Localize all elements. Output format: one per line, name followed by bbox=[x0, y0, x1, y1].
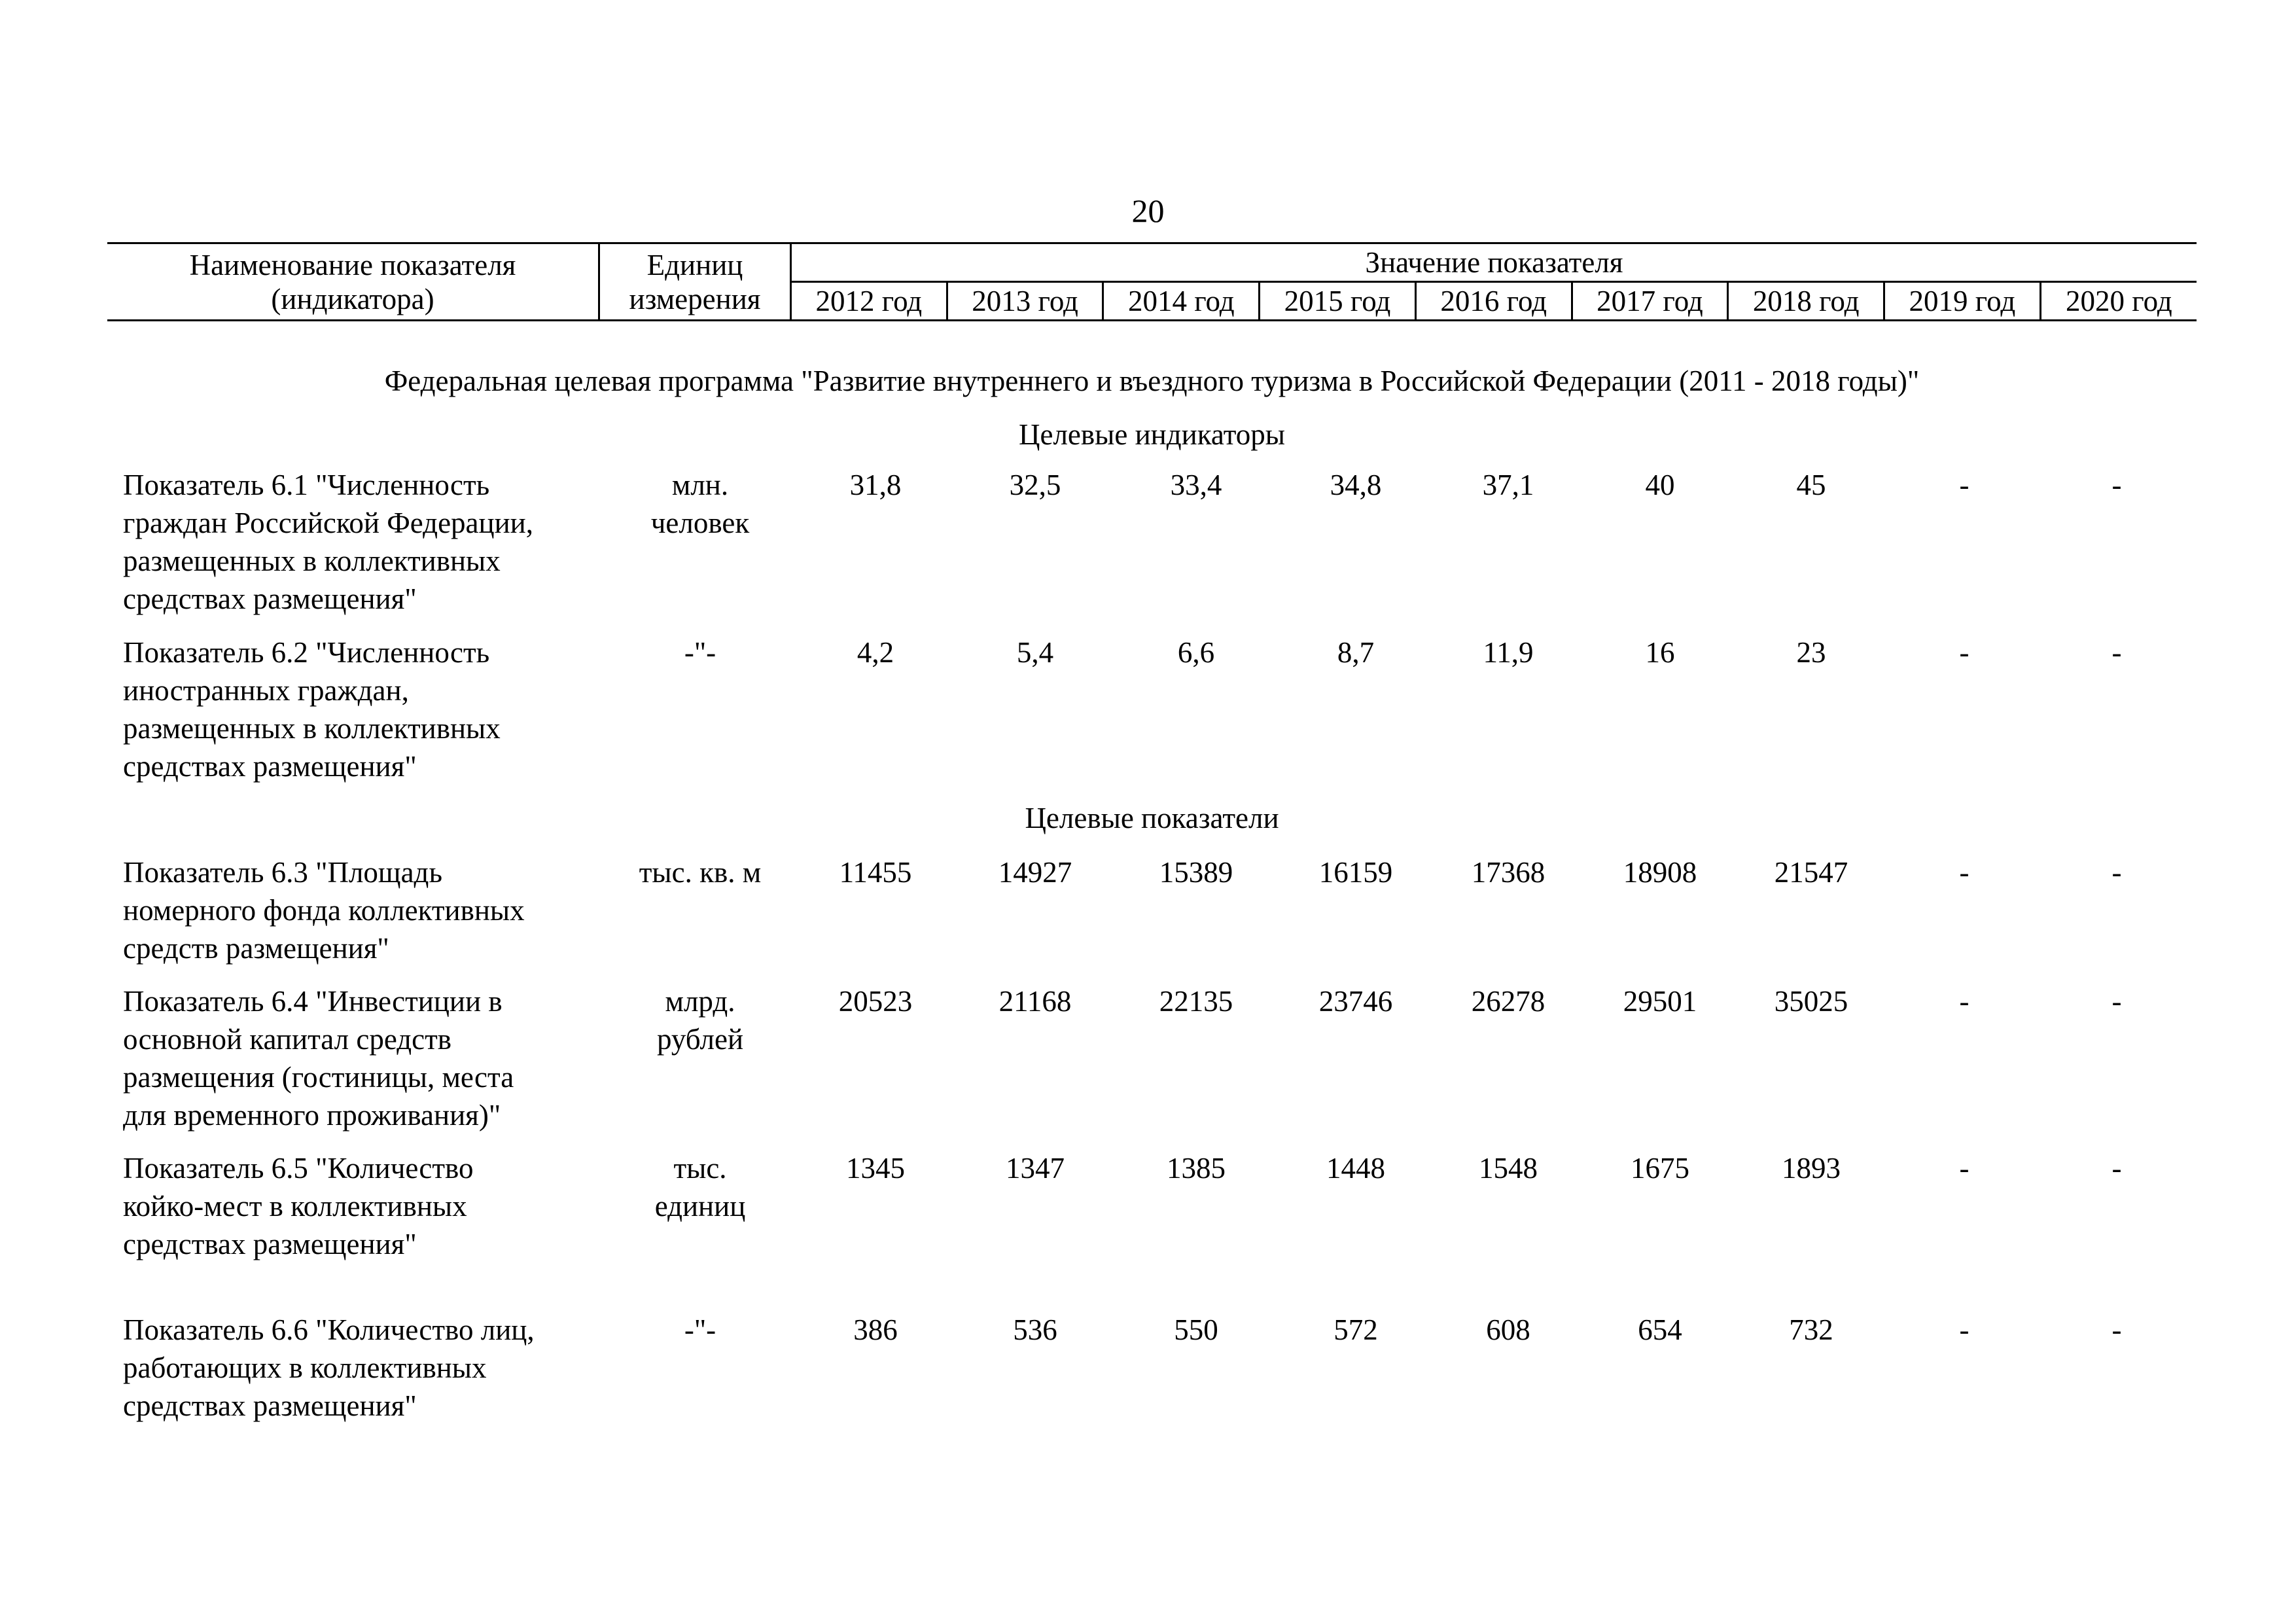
value-cell: 16 bbox=[1645, 636, 1675, 669]
header-value-title: Значение показателя bbox=[791, 244, 2197, 282]
value-cell: 31,8 bbox=[849, 469, 902, 501]
unit-cell bbox=[605, 982, 795, 1058]
value-cell: - bbox=[1959, 1313, 1969, 1346]
indicator-name bbox=[123, 853, 607, 967]
unit-cell bbox=[605, 633, 795, 671]
value-cell: 11,9 bbox=[1483, 636, 1534, 669]
page-number: 20 bbox=[1131, 192, 1165, 229]
value-cell: - bbox=[1959, 856, 1969, 889]
header-year: 2016 год bbox=[1415, 282, 1572, 320]
value-cell: 550 bbox=[1174, 1313, 1218, 1346]
unit-line: тыс. кв. м bbox=[639, 856, 762, 889]
value-cell: 654 bbox=[1638, 1313, 1682, 1346]
value-cell: - bbox=[2111, 636, 2122, 669]
section-title: Целевые показатели bbox=[1025, 802, 1279, 834]
value-cell: - bbox=[2111, 469, 2122, 501]
header-unit-cell bbox=[599, 244, 791, 319]
unit-line: -"- bbox=[684, 636, 716, 669]
header-unit-line2: измерения bbox=[629, 282, 761, 315]
value-cell: 40 bbox=[1645, 469, 1675, 501]
unit-line: человек bbox=[650, 507, 750, 539]
value-cell: 35025 bbox=[1774, 985, 1848, 1018]
value-cell: 1345 bbox=[846, 1152, 905, 1185]
value-cell: 21168 bbox=[998, 985, 1072, 1018]
unit-line: единиц bbox=[654, 1190, 746, 1222]
value-cell: 386 bbox=[853, 1313, 898, 1346]
table-header bbox=[107, 242, 2197, 321]
indicator-name bbox=[123, 1149, 607, 1263]
indicator-name-line: Показатель 6.4 "Инвестиции в bbox=[123, 985, 503, 1018]
indicator-name-line: средств размещения" bbox=[123, 932, 389, 965]
indicator-name-line: Показатель 6.5 "Количество bbox=[123, 1152, 474, 1185]
value-cell: - bbox=[2111, 1152, 2122, 1185]
unit-line: млрд. bbox=[665, 985, 735, 1018]
value-cell: 33,4 bbox=[1170, 469, 1222, 501]
value-cell: 608 bbox=[1486, 1313, 1530, 1346]
program-title: Федеральная целевая программа "Развитие внутреннего и въездного туризма в Российской Федерации (2011 - 2018 годы)" bbox=[384, 365, 1920, 397]
indicator-name-line: средствах размещения" bbox=[123, 1389, 417, 1422]
indicator-name-line: средствах размещения" bbox=[123, 582, 417, 615]
unit-line: -"- bbox=[684, 1313, 716, 1346]
header-year: 2012 год bbox=[815, 285, 923, 317]
value-cell: 1385 bbox=[1167, 1152, 1226, 1185]
value-cell: 20523 bbox=[838, 985, 913, 1018]
value-cell: 37,1 bbox=[1482, 469, 1534, 501]
header-name-line2: (индикатора) bbox=[271, 282, 434, 315]
indicator-name-line: номерного фонда коллективных bbox=[123, 894, 525, 927]
value-cell: 572 bbox=[1333, 1313, 1378, 1346]
header-name-line1: Наименование показателя bbox=[189, 248, 516, 281]
value-cell: 32,5 bbox=[1009, 469, 1061, 501]
header-year: 2014 год bbox=[1103, 282, 1260, 320]
indicator-name bbox=[123, 633, 607, 785]
indicator-name-line: Показатель 6.1 "Численность bbox=[123, 469, 490, 501]
value-cell: 17368 bbox=[1471, 856, 1545, 889]
section-title: Целевые индикаторы bbox=[1018, 418, 1286, 451]
unit-cell bbox=[605, 466, 795, 542]
unit-cell bbox=[605, 853, 795, 891]
unit-line: тыс. bbox=[673, 1152, 727, 1185]
unit-line: млн. bbox=[671, 469, 729, 501]
unit-cell bbox=[605, 1149, 795, 1225]
value-cell: 34,8 bbox=[1330, 469, 1382, 501]
header-name-cell bbox=[107, 244, 599, 319]
indicator-name-line: основной капитал средств bbox=[123, 1023, 451, 1056]
value-cell: 15389 bbox=[1159, 856, 1233, 889]
value-cell: - bbox=[2111, 985, 2122, 1018]
value-cell: 1548 bbox=[1479, 1152, 1538, 1185]
value-cell: 1347 bbox=[1006, 1152, 1065, 1185]
indicator-name-line: работающих в коллективных bbox=[123, 1351, 487, 1384]
value-cell: 6,6 bbox=[1177, 636, 1215, 669]
indicator-name-line: иностранных граждан, bbox=[123, 674, 409, 707]
indicator-name-line: размещенных в коллективных bbox=[123, 544, 501, 577]
unit-line: рублей bbox=[656, 1023, 744, 1056]
indicator-name-line: Показатель 6.3 "Площадь bbox=[123, 856, 442, 889]
value-cell: 21547 bbox=[1774, 856, 1848, 889]
value-cell: 1675 bbox=[1631, 1152, 1689, 1185]
value-cell: - bbox=[1959, 469, 1969, 501]
value-cell: 11455 bbox=[839, 856, 912, 889]
indicator-name bbox=[123, 982, 607, 1134]
value-cell: - bbox=[1959, 1152, 1969, 1185]
indicator-name-line: граждан Российской Федерации, bbox=[123, 507, 534, 539]
value-cell: 732 bbox=[1789, 1313, 1833, 1346]
value-cell: 26278 bbox=[1471, 985, 1545, 1018]
value-cell: 18908 bbox=[1623, 856, 1697, 889]
header-year: 2015 год bbox=[1260, 282, 1416, 320]
indicator-name-line: для временного проживания)" bbox=[123, 1099, 501, 1132]
header-year: 2020 год bbox=[2040, 282, 2197, 320]
value-cell: 23 bbox=[1796, 636, 1826, 669]
value-cell: 1893 bbox=[1782, 1152, 1841, 1185]
value-cell: - bbox=[2111, 856, 2122, 889]
header-year: 2017 год bbox=[1572, 282, 1728, 320]
indicator-name-line: размещения (гостиницы, места bbox=[123, 1061, 514, 1094]
indicator-name bbox=[123, 466, 607, 618]
value-cell: 536 bbox=[1013, 1313, 1057, 1346]
value-cell: 8,7 bbox=[1337, 636, 1375, 669]
indicator-name-line: Показатель 6.6 "Количество лиц, bbox=[123, 1313, 535, 1346]
indicator-name-line: размещенных в коллективных bbox=[123, 712, 501, 745]
indicator-name-line: средствах размещения" bbox=[123, 750, 417, 783]
value-cell: 14927 bbox=[998, 856, 1072, 889]
header-unit-line1: Единиц bbox=[646, 248, 743, 281]
header-year: 2013 год bbox=[947, 282, 1103, 320]
value-cell: - bbox=[1959, 636, 1969, 669]
value-cell: 45 bbox=[1796, 469, 1826, 501]
value-cell: 22135 bbox=[1159, 985, 1233, 1018]
value-cell: 4,2 bbox=[857, 636, 894, 669]
value-cell: 5,4 bbox=[1016, 636, 1054, 669]
value-cell: - bbox=[2111, 1313, 2122, 1346]
indicator-name-line: Показатель 6.2 "Численность bbox=[123, 636, 490, 669]
value-cell: 29501 bbox=[1623, 985, 1697, 1018]
indicator-name bbox=[123, 1311, 607, 1425]
indicator-name-line: койко-мест в коллективных bbox=[123, 1190, 467, 1222]
value-cell: 16159 bbox=[1318, 856, 1393, 889]
value-cell: 23746 bbox=[1318, 985, 1393, 1018]
indicator-name-line: средствах размещения" bbox=[123, 1228, 417, 1260]
unit-cell bbox=[605, 1311, 795, 1349]
value-cell: 1448 bbox=[1326, 1152, 1385, 1185]
value-cell: - bbox=[1959, 985, 1969, 1018]
header-year: 2018 год bbox=[1728, 282, 1884, 320]
header-year: 2019 год bbox=[1884, 282, 2041, 320]
